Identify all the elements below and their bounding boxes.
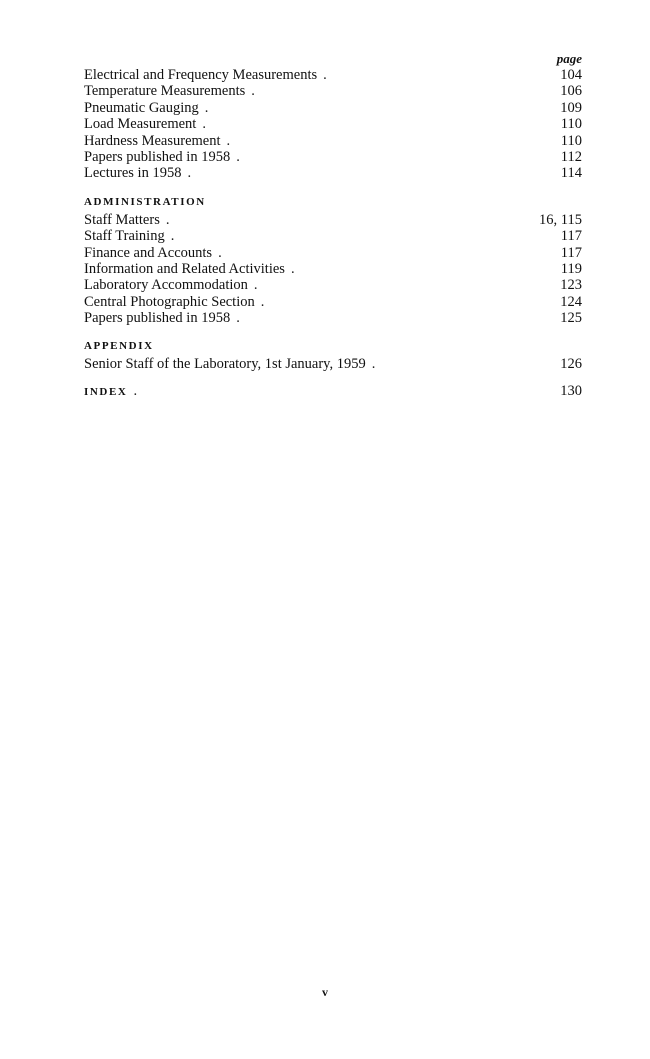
toc-entry-title: Staff Training	[84, 228, 165, 245]
toc-entry	[84, 83, 582, 99]
toc-entry-title: Hardness Measurement	[84, 132, 221, 149]
dot-leader	[196, 116, 554, 132]
toc-entry-page: 117	[560, 244, 582, 261]
toc-entry-page: 106	[560, 83, 582, 100]
toc-entry-title: Information and Related Activities	[84, 260, 285, 277]
toc-entry	[84, 228, 582, 244]
section-heading: ADMINISTRATION	[84, 195, 206, 208]
toc-entry-page: 117	[560, 228, 582, 245]
toc-entry-page: 124	[560, 293, 582, 310]
toc-entry-title: Pneumatic Gauging	[84, 99, 199, 116]
dot-leader	[165, 228, 555, 244]
dot-leader	[160, 212, 533, 228]
toc-entry-page: 16, 115	[539, 211, 582, 228]
dot-leader	[230, 310, 554, 326]
index-title: INDEX	[84, 385, 128, 398]
toc-entry-page: 110	[560, 116, 582, 133]
dot-leader	[285, 261, 555, 277]
toc-entry	[84, 149, 582, 165]
toc-entry	[84, 100, 582, 116]
page-column-label: page	[556, 51, 582, 66]
toc-entry	[84, 277, 582, 293]
dot-leader	[248, 277, 554, 293]
dot-leader	[255, 294, 555, 310]
toc-entry-page: 110	[560, 132, 582, 149]
toc-entry-title: Papers published in 1958	[84, 310, 231, 327]
toc-entry-page: 104	[560, 67, 582, 83]
toc-entry	[84, 294, 582, 310]
toc-entry-index	[84, 383, 582, 399]
dot-leader	[127, 383, 554, 399]
toc-section-administration	[84, 194, 582, 327]
toc-entry-title: Central Photographic Section	[84, 293, 255, 310]
toc-entry	[84, 356, 582, 372]
dot-leader	[221, 133, 555, 149]
toc-section	[84, 67, 582, 182]
toc-entry	[84, 261, 582, 277]
page-number: v	[322, 985, 328, 999]
toc-entry-title: Papers published in 1958	[84, 148, 231, 165]
toc-entry-title: Laboratory Accommodation	[84, 277, 248, 294]
dot-leader	[317, 67, 554, 83]
toc-entry	[84, 245, 582, 261]
dot-leader	[366, 356, 555, 372]
section-heading: APPENDIX	[84, 340, 154, 353]
toc-entry-title: Lectures in 1958	[84, 165, 182, 182]
toc-entry-page: 125	[560, 310, 582, 327]
dot-leader	[181, 165, 554, 181]
toc-entry-page: 114	[560, 165, 582, 182]
toc-entry	[84, 165, 582, 181]
toc-entry	[84, 133, 582, 149]
toc-entry-title: Load Measurement	[84, 116, 197, 133]
table-of-contents	[84, 50, 582, 399]
toc-entry-title: Senior Staff of the Laboratory, 1st January, 1959	[84, 356, 366, 373]
toc-section-appendix	[84, 338, 582, 372]
toc-entry-page: 126	[560, 356, 582, 373]
toc-entry-title: Finance and Accounts	[84, 244, 213, 261]
toc-entry	[84, 67, 582, 83]
toc-entry-page: 112	[560, 148, 582, 165]
toc-entry-title: Staff Matters	[84, 211, 160, 228]
toc-entry	[84, 116, 582, 132]
toc-entry-page: 119	[560, 260, 582, 277]
toc-entry-page: 123	[560, 277, 582, 294]
toc-entry-page: 109	[560, 99, 582, 116]
dot-leader	[199, 100, 554, 116]
index-page: 130	[560, 382, 582, 399]
dot-leader	[230, 149, 555, 165]
dot-leader	[212, 245, 555, 261]
toc-entry-title: Temperature Measurements	[84, 83, 246, 100]
toc-entry	[84, 212, 582, 228]
toc-entry	[84, 310, 582, 326]
toc-entry-title: Electrical and Frequency Measurements	[84, 67, 318, 83]
dot-leader	[245, 83, 554, 99]
